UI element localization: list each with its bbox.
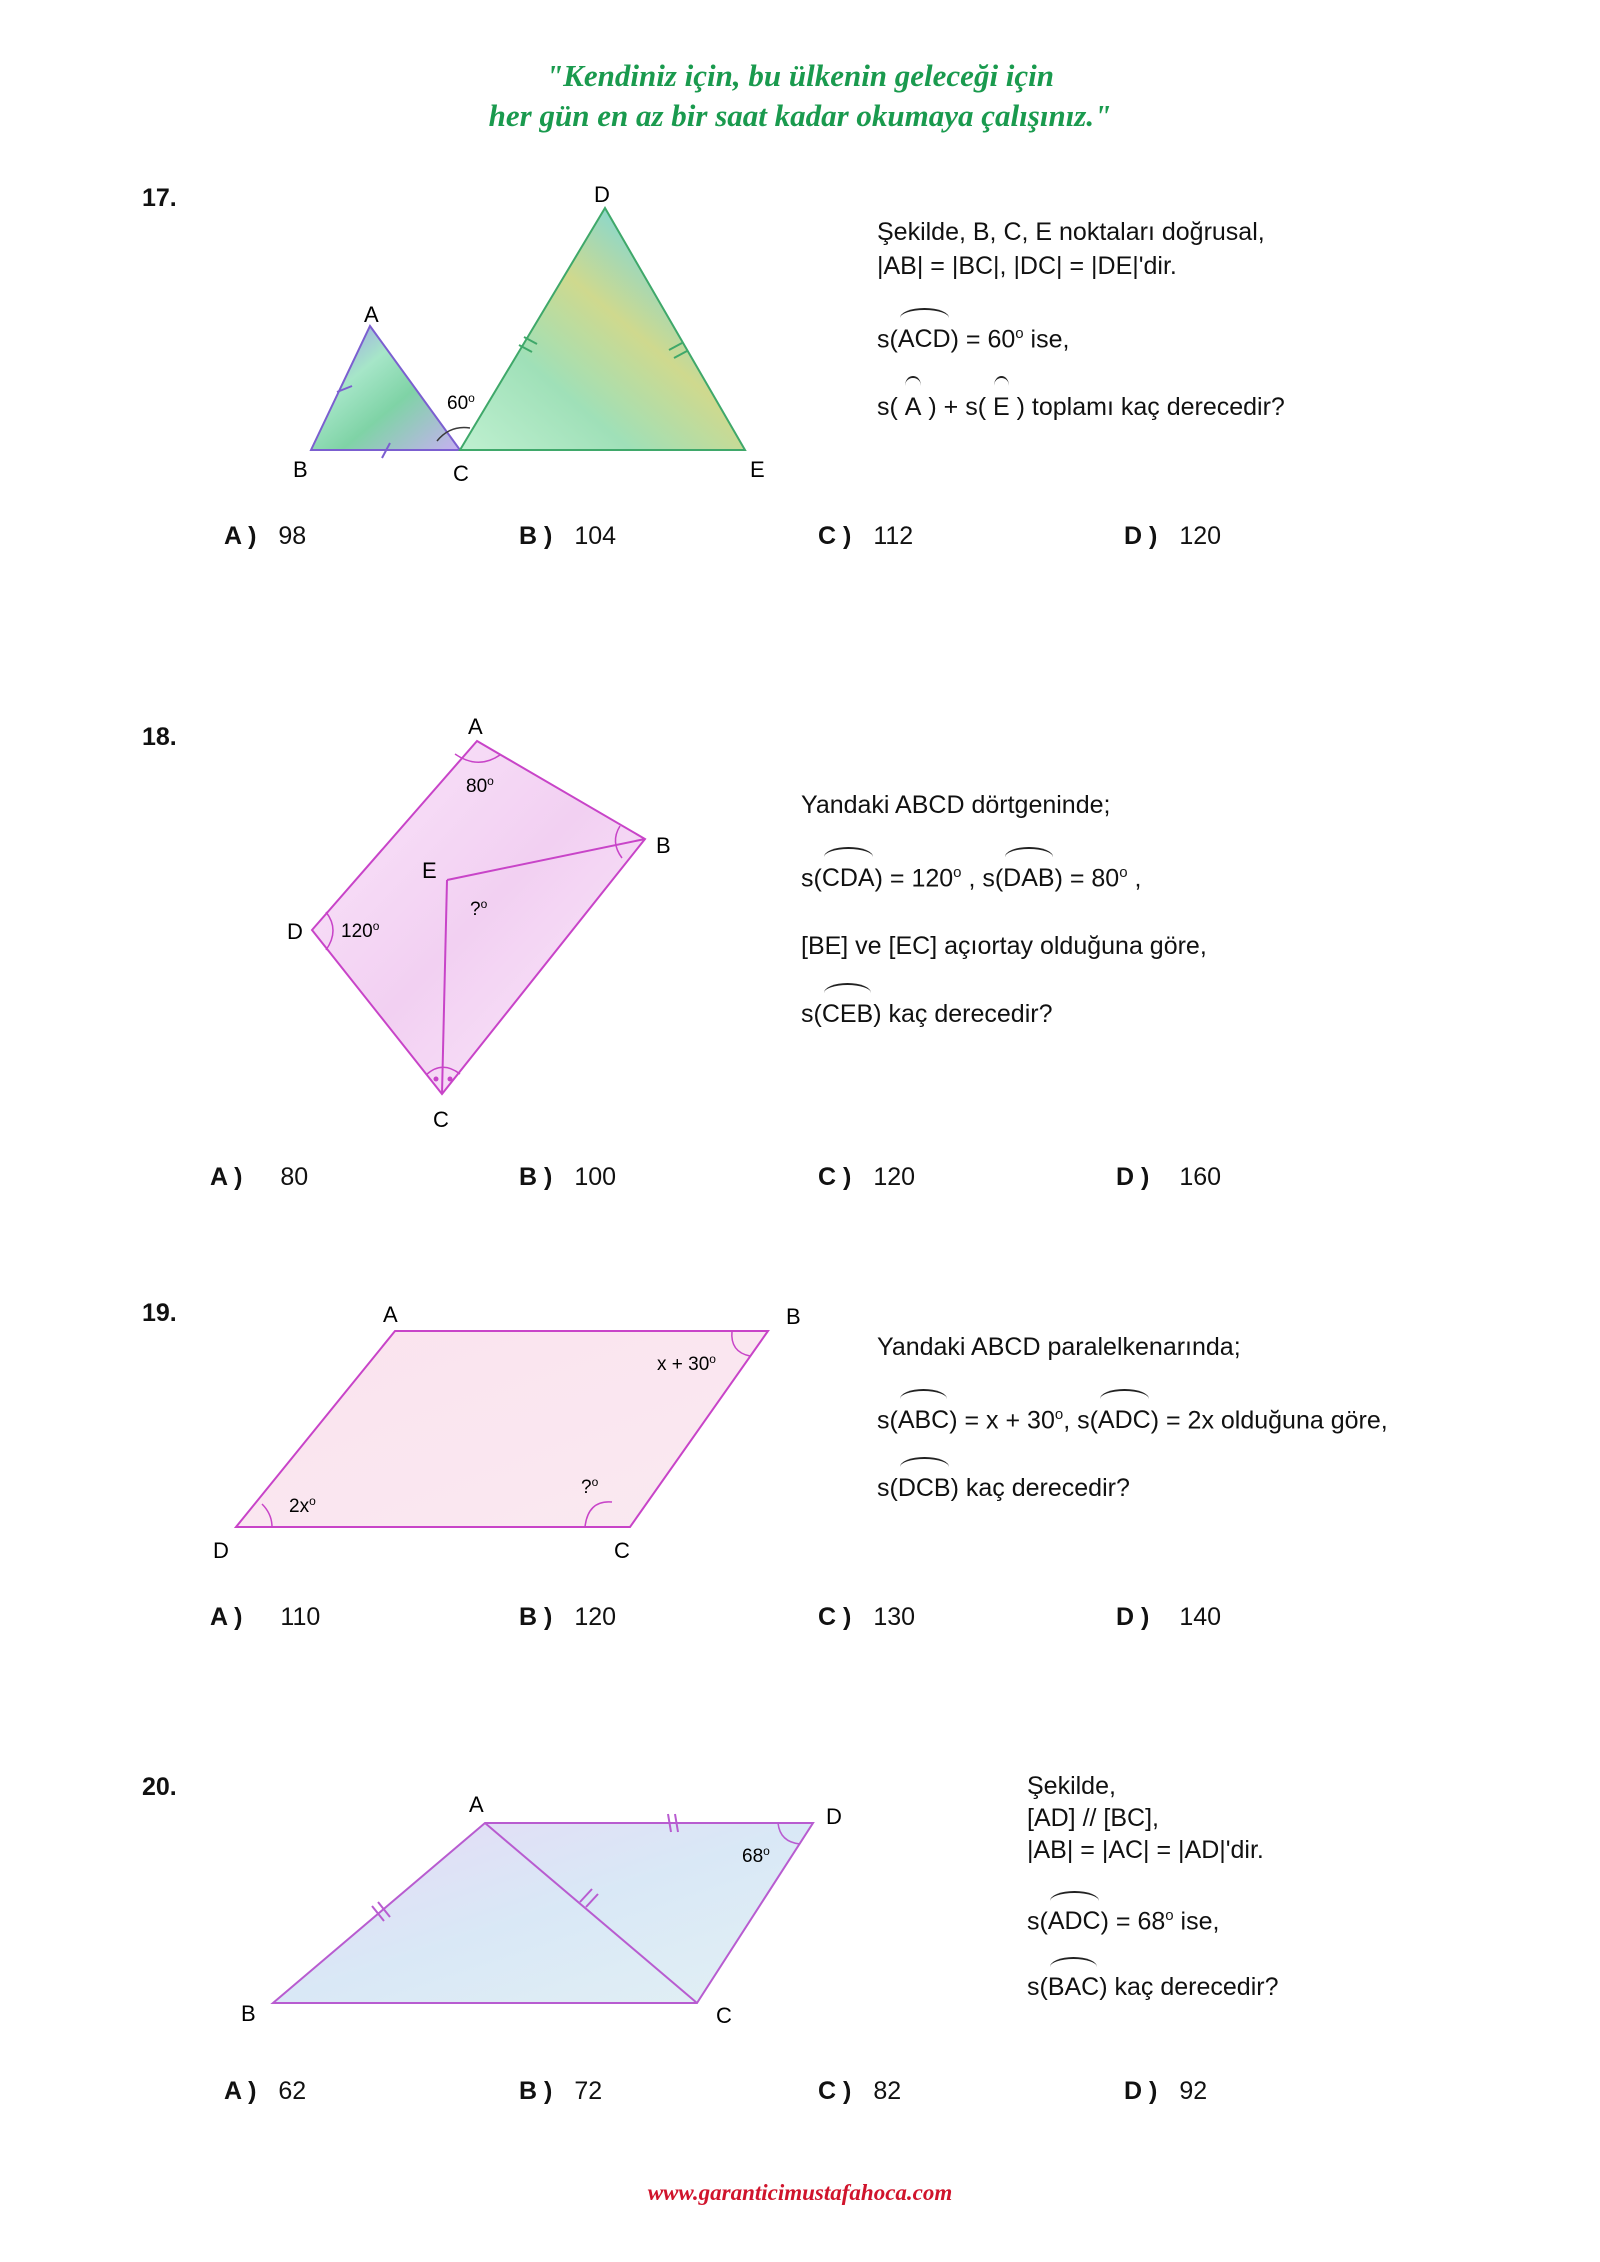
q18-text-line4-post: ) kaç derecedir? bbox=[873, 1000, 1053, 1029]
q20-number: 20. bbox=[142, 1773, 177, 1801]
q19-option-a-letter: A ) bbox=[210, 1603, 243, 1631]
q17-text-line3-pre: s( bbox=[877, 325, 898, 354]
q20-option-c-value: 82 bbox=[873, 2077, 902, 2105]
q19-text-line2-degree: o bbox=[1054, 1406, 1064, 1423]
q18-option-b-value: 100 bbox=[574, 1163, 617, 1191]
q19-option-a[interactable] bbox=[210, 1603, 320, 1632]
q20-option-a-value: 62 bbox=[278, 2077, 307, 2105]
q18-point-d: D bbox=[287, 919, 303, 944]
q18-option-a-value: 80 bbox=[280, 1163, 309, 1191]
q17-point-b: B bbox=[293, 457, 308, 482]
q19-text-line2-angle-abc: ABC bbox=[898, 1403, 949, 1437]
q19-option-c-letter: C ) bbox=[818, 1603, 852, 1631]
q20-text-line5-post: ) kaç derecedir? bbox=[1099, 1973, 1279, 2002]
q17-option-a-value: 98 bbox=[278, 522, 307, 550]
q20-text-line3: |AB| = |AC| = |AD|'dir. bbox=[1027, 1836, 1264, 1864]
q19-text-line3-pre: s( bbox=[877, 1474, 898, 1503]
q20-option-c-letter: C ) bbox=[818, 2077, 852, 2105]
q20-figure bbox=[241, 1792, 842, 2028]
q19-text-line2-angle-adc: ADC bbox=[1098, 1403, 1151, 1437]
q18-text-line2-post: ) = 80 bbox=[1054, 864, 1120, 893]
q18-option-c[interactable] bbox=[818, 1163, 915, 1192]
q20-option-c[interactable] bbox=[818, 2077, 901, 2106]
q17-text-line2: |AB| = |BC|, |DC| = |DE|'dir. bbox=[877, 252, 1177, 280]
q18-angle-d-label: 120$^o$ bbox=[341, 919, 380, 942]
q19-option-b-letter: B ) bbox=[519, 1603, 553, 1631]
q18-option-a-letter: A ) bbox=[210, 1163, 243, 1191]
q17-point-e: E bbox=[750, 457, 765, 482]
q19-text-line2-post: ) = 2x olduğuna göre, bbox=[1150, 1406, 1388, 1435]
q20-option-b-letter: B ) bbox=[519, 2077, 553, 2105]
q18-point-b: B bbox=[656, 833, 671, 858]
q18-option-b[interactable] bbox=[519, 1163, 616, 1192]
q20-text-line4-angle-adc: ADC bbox=[1047, 1907, 1101, 1936]
q18-angle-c-dot-2 bbox=[448, 1077, 453, 1082]
q17-option-b[interactable] bbox=[519, 522, 616, 551]
q18-text-line2-angle-dab: DAB bbox=[1003, 861, 1054, 895]
q18-option-d-letter: D ) bbox=[1116, 1163, 1150, 1191]
q19-option-c-value: 130 bbox=[873, 1603, 916, 1631]
q17-triangle-abc bbox=[311, 326, 460, 450]
q19-text-line2-mid: ) = x + 30 bbox=[949, 1406, 1055, 1435]
q18-text-line2 bbox=[801, 856, 1207, 895]
q19-option-b-value: 120 bbox=[574, 1603, 617, 1631]
q19-angle-b-label: $x + 30^o$ bbox=[657, 1352, 716, 1375]
q17-angle-label: 60$^o$ bbox=[447, 391, 475, 414]
q17-option-a-letter: A ) bbox=[224, 522, 257, 550]
q18-option-d-value: 160 bbox=[1179, 1163, 1222, 1191]
q17-option-b-letter: B ) bbox=[519, 522, 553, 550]
q20-text-line1: Şekilde, bbox=[1027, 1772, 1116, 1800]
q18-angle-c-dot bbox=[434, 1077, 439, 1082]
q20-option-a[interactable] bbox=[224, 2077, 306, 2106]
quote-line-2: her gün en az bir saat kadar okumaya çalışınız." bbox=[488, 98, 1112, 133]
q18-text-line4 bbox=[801, 997, 1207, 1031]
q17-text-line4-post: ) toplamı kaç derecedir? bbox=[1009, 393, 1285, 422]
q19-text-line2-sep: , s( bbox=[1063, 1406, 1098, 1435]
q19-text-line1: Yandaki ABCD paralelkenarında; bbox=[877, 1333, 1241, 1361]
q17-text-line4-pre: s( bbox=[877, 393, 905, 422]
q19-figure bbox=[213, 1302, 801, 1563]
q20-point-d: D bbox=[826, 1804, 842, 1829]
q18-text-line1: Yandaki ABCD dörtgeninde; bbox=[801, 791, 1111, 819]
q17-text-line4-angle-e: E bbox=[993, 390, 1010, 424]
footer-url[interactable]: www.garanticimustafahoca.com bbox=[647, 2180, 953, 2205]
q18-point-e: E bbox=[422, 858, 437, 883]
q19-number: 19. bbox=[142, 1299, 177, 1327]
q17-option-c-letter: C ) bbox=[818, 522, 852, 550]
q20-text bbox=[1027, 1770, 1278, 2003]
q18-angle-a-label: 80$^o$ bbox=[466, 774, 494, 797]
q18-point-a: A bbox=[468, 714, 483, 739]
q19-option-a-value: 110 bbox=[280, 1603, 321, 1631]
q18-point-c: C bbox=[433, 1107, 449, 1132]
q17-text-line3-end: ise, bbox=[1023, 325, 1070, 354]
q20-point-c: C bbox=[716, 2003, 732, 2028]
q18-text-line2-mid: ) = 120 bbox=[874, 864, 954, 893]
q18-text-line2-degree-2: o bbox=[1119, 864, 1128, 881]
q17-text-line4-angle-a: A bbox=[905, 390, 922, 424]
q18-option-b-letter: B ) bbox=[519, 1163, 553, 1191]
q19-option-b[interactable] bbox=[519, 1603, 616, 1632]
q17-text-line3 bbox=[877, 317, 1285, 356]
q18-text-line2-angle-cda: CDA bbox=[822, 861, 875, 895]
q18-text bbox=[801, 788, 1207, 1031]
q19-point-b: B bbox=[786, 1304, 801, 1329]
q17-point-a: A bbox=[364, 302, 379, 327]
q18-angle-e-label: ?$^o$ bbox=[470, 897, 488, 920]
q17-point-c: C bbox=[453, 461, 469, 486]
q20-option-a-letter: A ) bbox=[224, 2077, 257, 2105]
q18-text-line2-sep: , s( bbox=[961, 864, 1004, 893]
q20-option-b-value: 72 bbox=[574, 2077, 603, 2105]
q17-text-line3-post: ) = 60 bbox=[950, 325, 1016, 354]
q19-text-line2-pre: s( bbox=[877, 1406, 898, 1435]
q19-point-a: A bbox=[383, 1302, 398, 1327]
q17-text-spacer-2 bbox=[877, 356, 1285, 390]
q20-text-line4-end: ise, bbox=[1173, 1907, 1220, 1936]
q17-number: 17. bbox=[142, 184, 177, 212]
q18-text-line4-pre: s( bbox=[801, 1000, 822, 1029]
q18-text-spacer-2 bbox=[801, 895, 1207, 929]
q20-option-d[interactable] bbox=[1124, 2077, 1207, 2106]
q20-text-line2: [AD] // [BC], bbox=[1027, 1804, 1159, 1832]
q18-option-a[interactable] bbox=[210, 1163, 308, 1192]
q19-text-line3-post: ) kaç derecedir? bbox=[950, 1474, 1130, 1503]
q17-option-c[interactable] bbox=[818, 522, 913, 551]
q17-figure bbox=[293, 182, 765, 486]
q17-text-line4-mid: ) + s( bbox=[921, 393, 994, 422]
q20-point-a: A bbox=[469, 1792, 484, 1817]
q19-option-c[interactable] bbox=[818, 1603, 915, 1632]
q17-text bbox=[877, 215, 1285, 424]
q17-text-line1: Şekilde, B, C, E noktaları doğrusal, bbox=[877, 218, 1265, 246]
q20-trapezoid-abcd bbox=[273, 1823, 813, 2003]
q17-option-c-value: 112 bbox=[873, 522, 914, 550]
q18-option-d[interactable] bbox=[1116, 1163, 1221, 1192]
q18-number: 18. bbox=[142, 723, 177, 751]
q18-text-line3: [BE] ve [EC] açıortay olduğuna göre, bbox=[801, 932, 1207, 961]
q19-point-d: D bbox=[213, 1538, 229, 1563]
q19-angle-d-label: $2x^o$ bbox=[289, 1494, 316, 1517]
q17-option-d[interactable] bbox=[1124, 522, 1221, 551]
q19-option-d-value: 140 bbox=[1179, 1603, 1222, 1631]
q17-text-line3-degree: o bbox=[1015, 325, 1024, 342]
q20-option-d-letter: D ) bbox=[1124, 2077, 1158, 2105]
q19-text-line2 bbox=[877, 1398, 1388, 1437]
q17-text-line3-angle: ACD bbox=[898, 322, 951, 356]
q18-text-line2-degree: o bbox=[953, 864, 962, 881]
q20-text-line4-pre: s( bbox=[1027, 1907, 1048, 1936]
q19-text-line3-angle-dcb: DCB bbox=[898, 1471, 951, 1505]
q19-text-line3 bbox=[877, 1471, 1388, 1505]
q18-text-line2-pre: s( bbox=[801, 864, 822, 893]
q19-option-d[interactable] bbox=[1116, 1603, 1221, 1632]
q19-text bbox=[877, 1330, 1388, 1505]
q19-text-spacer-2 bbox=[877, 1437, 1388, 1471]
q17-option-d-letter: D ) bbox=[1124, 522, 1158, 550]
q17-text-line4 bbox=[877, 390, 1285, 424]
q20-option-b[interactable] bbox=[519, 2077, 602, 2106]
q17-triangle-dce bbox=[460, 208, 745, 450]
q18-option-c-value: 120 bbox=[873, 1163, 916, 1191]
q20-option-d-value: 92 bbox=[1179, 2077, 1208, 2105]
q19-point-c: C bbox=[614, 1538, 630, 1563]
q20-text-line4-post: ) = 68 bbox=[1100, 1907, 1166, 1936]
q18-text-line4-angle-ceb: CEB bbox=[822, 997, 873, 1031]
q18-text-line2-end: , bbox=[1127, 864, 1142, 893]
q18-option-c-letter: C ) bbox=[818, 1163, 852, 1191]
q20-text-line5-angle-bac: BAC bbox=[1047, 1973, 1100, 2002]
q20-text-line5 bbox=[1027, 1971, 1278, 2003]
q20-text-line4-degree: o bbox=[1165, 1907, 1174, 1924]
q19-angle-c-label: ?$^o$ bbox=[581, 1475, 599, 1498]
q17-option-b-value: 104 bbox=[574, 522, 617, 550]
q20-angle-d-label: 68$^o$ bbox=[742, 1844, 770, 1867]
q17-option-d-value: 120 bbox=[1179, 522, 1222, 550]
q20-point-b: B bbox=[241, 2001, 256, 2026]
q20-text-line4 bbox=[1027, 1900, 1278, 1937]
q17-option-a[interactable] bbox=[224, 522, 306, 551]
q20-text-line5-pre: s( bbox=[1027, 1973, 1048, 2002]
q17-point-d: D bbox=[594, 182, 610, 207]
q19-option-d-letter: D ) bbox=[1116, 1603, 1150, 1631]
q18-figure bbox=[287, 714, 671, 1132]
quote-line-1: "Kendiniz için, bu ülkenin geleceği için bbox=[545, 58, 1055, 93]
